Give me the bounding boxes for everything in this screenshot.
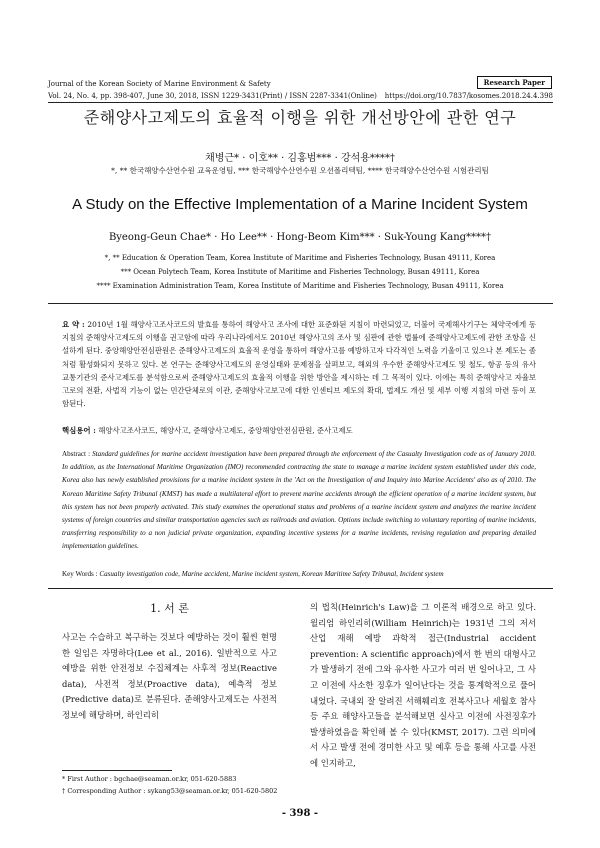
- header-rule: [48, 102, 553, 103]
- korean-abstract-text: 2010년 1월 해양사고조사코드의 발효를 통하여 해양사고 조사에 대한 표준화된 지침이 마련되었고, 더불어 국제해사기구는 체약국에게 동 지침의 준해양사고제도의 이행을 권고함에 따라 우리나라에서도 2010년 해양사고의 조사 및 심판에 관한 법률에 준해양사고제도에 관한 조항을 신설하게 된다. 중앙해양안전심판원은 준해양사고제도의 효율적 운영을 통하여 해양사고를 예방하고자 다각적인 노력을 기울이고 있으나 본 제도는 좀처럼 활성화되지 못하고 있다. 본 연구는 준해양사고제도의 운영실태와 문제점을 살펴보고, 해외의 우수한 준해양사고제도 및 철도, 항공 등의 유사교통기관의 준사고제도를 분석함으로써 준해양사고제도의 효율적 이행을 위한 방안을 제시하는 데 그 목적이 있다. 이에는 특히 준해양사고 자율보고로의 전환, 사법적 기능이 없는 민간단체로의 이관, 준해양사고보고에 대한 인센티브 제도의 확대, 법제도 개선 및 세부 이행 지침의 마련 등이 포함된다.: [62, 320, 536, 409]
- abstract-bottom-rule: [48, 588, 553, 589]
- footnote-rule: [62, 770, 172, 771]
- english-authors: Byeong-Geun Chae* · Ho Lee** · Hong-Beom Kim*** · Suk-Young Kang****†: [108, 232, 492, 243]
- body-left-column: 사고는 수습하고 복구하는 것보다 예방하는 것이 훨씬 현명한 일임은 자명하다(Lee et al., 2016). 일반적으로 사고예방을 위한 안전정보 수집체계는 사후적 정보(Reactive data), 사전적 정보(Proactive data), 예측적 정보(Predictive data)로 분류된다. 준해양사고제도는 사전적 정보에 해당하며, 하인리히: [62, 632, 277, 720]
- english-title: A Study on the Effective Implementation of a Marine Incident System: [72, 196, 528, 213]
- english-keywords-text: Casualty investigation code, Marine accident, Marine incident system, Korean Maritime Safety Tribunal, Incident system: [99, 570, 444, 578]
- journal-volume-line: [48, 92, 553, 100]
- journal-name: Journal of the Korean Society of Marine Environment & Safety: [48, 80, 271, 88]
- korean-keywords: [62, 424, 536, 437]
- english-abstract: [62, 448, 536, 554]
- footnote-first-author: * First Author : bgchae@seaman.or.kr, 051-620-5883: [62, 775, 237, 783]
- english-keywords: [62, 568, 536, 581]
- doi-link[interactable]: https://doi.org/10.7837/kosomes.2018.24.4.398: [384, 92, 553, 100]
- body-right-column: 의 법칙(Heinrich's Law)을 그 이론적 배경으로 하고 있다. 윌리엄 하인리히(William Heinrich)는 1931년 그의 저서 산업 재해 예방 과학적 접근(Industrial accident prevention: A scientific approach)에서 한 번의 대형사고가 발생하기 전에 그와 유사한 사고가 여러 번 일어나고, 그 사고 이전에 사소한 징후가 일어난다는 것을 통계학적으로 풀어내었다. 국내외 잘 알려진 서해훼리호 전복사고나 세월호 참사 등 주요 해양사고들을 분석해보면 실사고 이전에 사전징후가 발생하였음을 확인해 볼 수 있다(KMST, 2017). 그런 의미에서 사고 발생 전에 경미한 사고 및 예후 등을 통해 사고를 사전에 인지하고,: [310, 602, 536, 768]
- korean-abstract-label: 요 약 :: [62, 320, 85, 329]
- korean-keywords-label: 핵심용어 :: [62, 426, 96, 435]
- abstract-top-rule: [48, 303, 553, 304]
- english-affiliation-3: **** Examination Administration Team, Korea Institute of Maritime and Fisheries Technology, Busan 49111, Korea: [96, 282, 504, 290]
- section-heading-introduction: 1. 서 론: [150, 602, 189, 615]
- korean-authors: 채병근* · 이호** · 김홍범*** · 강석용****†: [205, 153, 395, 164]
- korean-abstract: [62, 318, 536, 410]
- page-number: - 398 -: [281, 808, 319, 819]
- english-affiliation-1: *, ** Education & Operation Team, Korea Institute of Maritime and Fisheries Technology, Busan 49111, Korea: [104, 254, 496, 262]
- korean-keywords-text: 해양사고조사코드, 해양사고, 준해양사고제도, 중앙해양안전심판원, 준사고제도: [98, 426, 353, 435]
- english-abstract-text: Standard guidelines for marine accident investigation have been prepared through the enforcement of the Casualty Investigation code as of January 2010. In addition, as the International Maritime Organization (IMO) recommended contracting the state to manage a marine incident system established under this code, Korea also has newly established provisions for a marine incident system in the 'Act on the Investigation of and Inquiry into Marine Accidents' also as of 2010. The Korean Maritime Safety Tribunal (KMST) has made a multilateral effort to prevent marine accidents through the efficient operation of a marine incident system, but this system has not been properly activated. This study examines the operational status and problems of a marine incident system and analyzes the marine incident systems of foreign countries and similar transportation agencies such as railroads and aviation. Options include switching to voluntary reporting of marine incidents, transferring responsibility to a non judicial private organization, expanding incentive systems for a marine incidents, revising regulation and preparing detailed implementation guidelines.: [62, 450, 536, 551]
- korean-affiliation: *, ** 한국해양수산연수원 교육운영팀, *** 한국해양수산연수원 오션폴리텍팀, **** 한국해양수산연수원 시험관리팀: [111, 166, 489, 175]
- korean-title: 준해양사고제도의 효율적 이행을 위한 개선방안에 관한 연구: [83, 108, 517, 127]
- volume-info: Vol. 24, No. 4, pp. 398-407, June 30, 2018, ISSN 1229-3431(Print) / ISSN 2287-3341(Online): [48, 92, 377, 100]
- english-affiliation-2: *** Ocean Polytech Team, Korea Institute of Maritime and Fisheries Technology, Busan 49111, Korea: [120, 268, 480, 276]
- english-keywords-label: Key Words :: [62, 570, 98, 578]
- english-abstract-label: Abstract :: [62, 450, 91, 458]
- footnote-corresponding-author: † Corresponding Author : sykang53@seaman.or.kr, 051-620-5802: [62, 787, 278, 795]
- paper-type-badge: Research Paper: [477, 76, 552, 89]
